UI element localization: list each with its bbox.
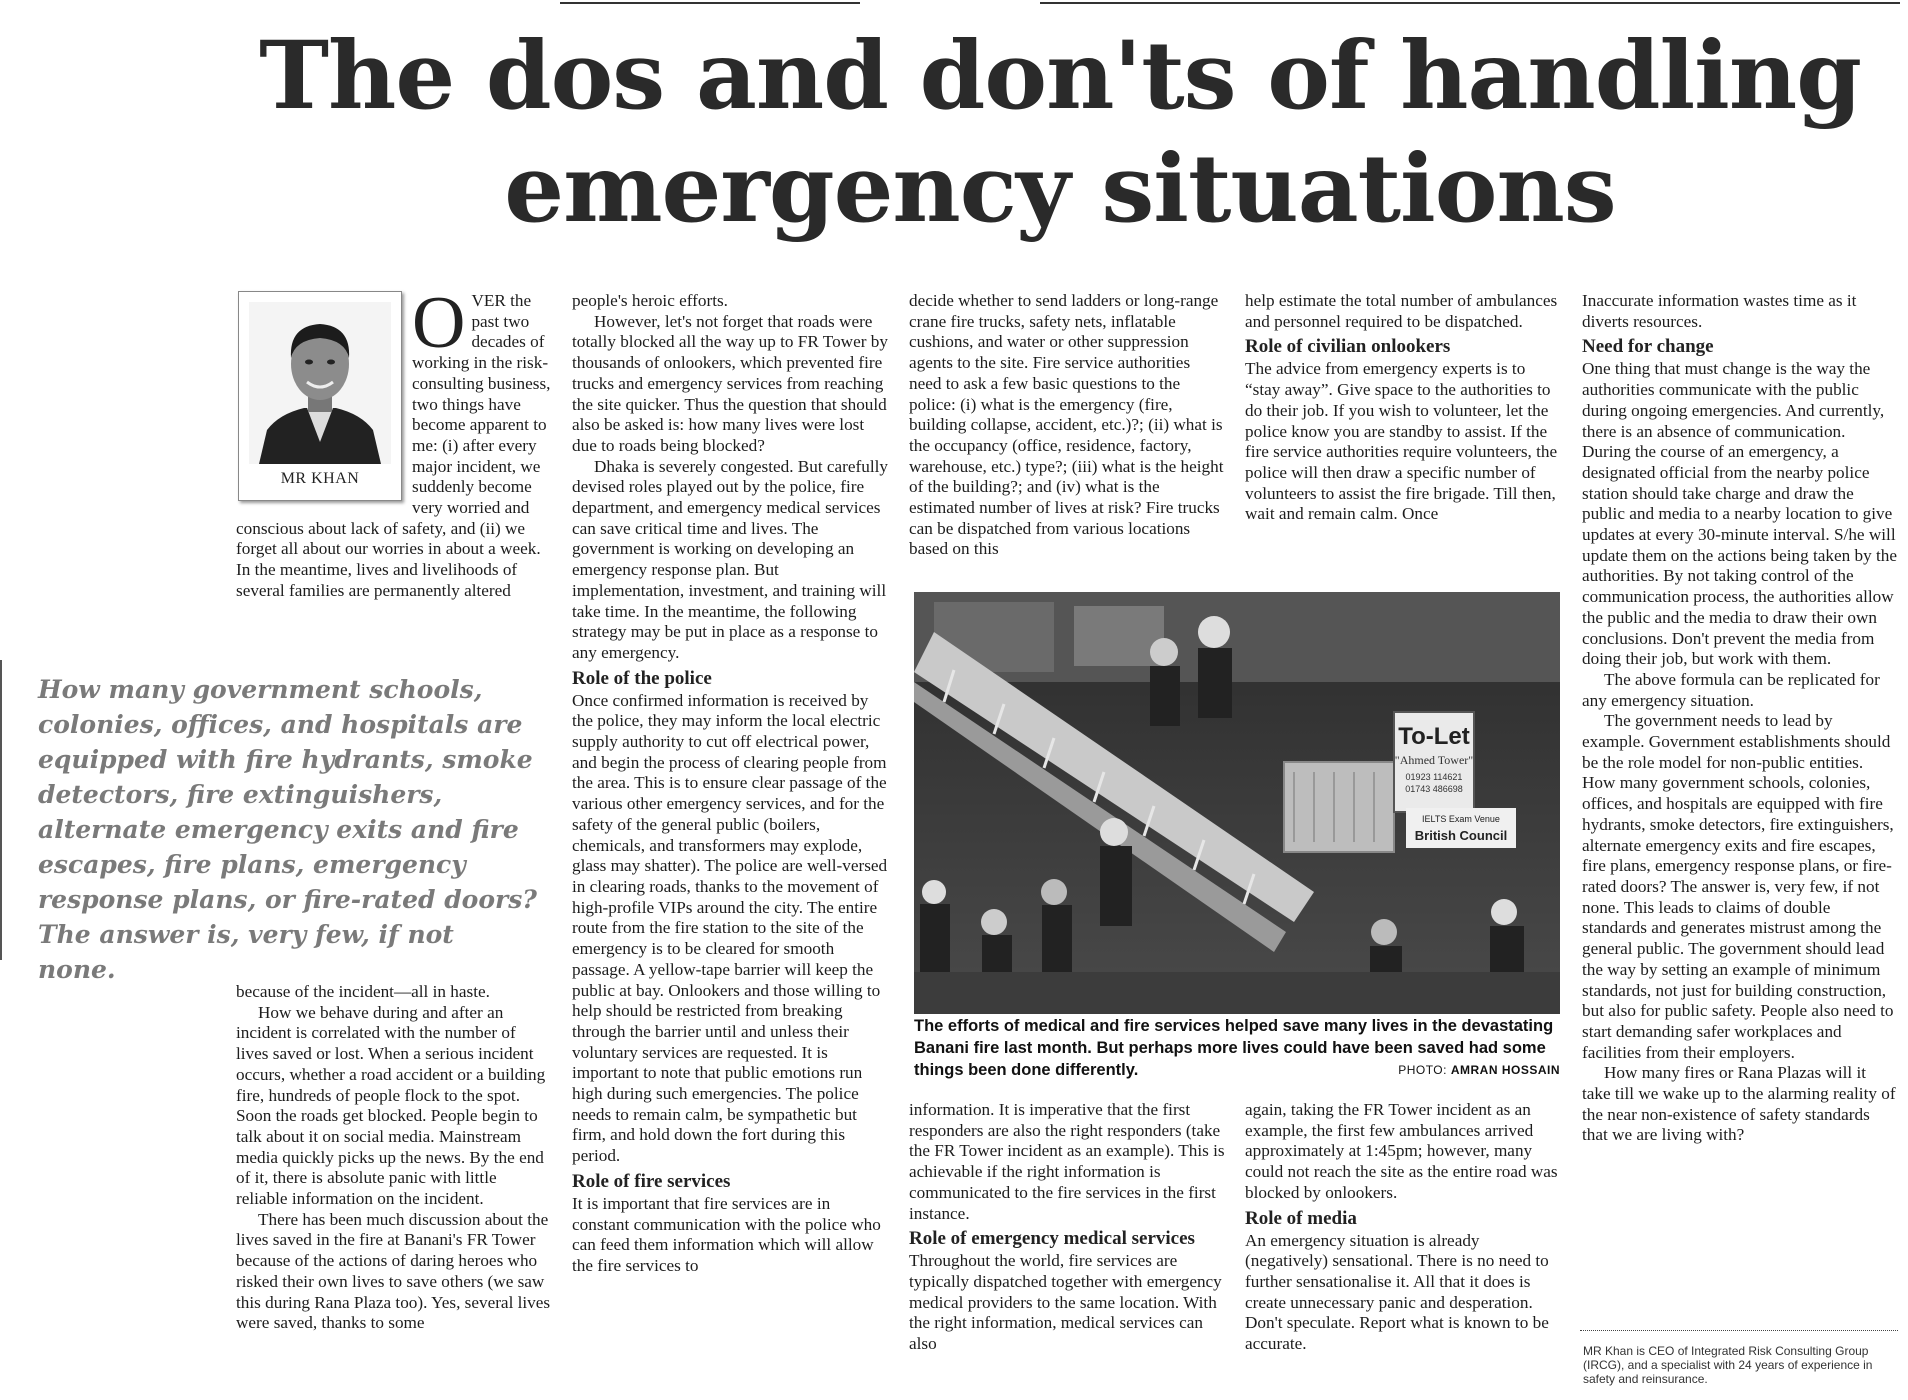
sign-to-let: To-Let	[1398, 723, 1470, 750]
news-photo	[914, 592, 1560, 1014]
section-rule-left	[560, 2, 860, 4]
column-1-top	[236, 282, 552, 602]
sign-building-name: "Ahmed Tower"	[1394, 753, 1474, 767]
paragraph: The advice from emergency experts is to “stay away”. Give space to the authorities to do their job. If you wish to volunteer, let the police know you are standby to assist. If the fire service authorities require volunteers, the police will then draw a specific number of volunteers to assist the fire brigade. Till then, wait and remain calm. Once	[1245, 359, 1558, 524]
author-bio: MR Khan is CEO of Integrated Risk Consulting Group (IRCG), and a specialist with 24 years of experience in safety and reinsurance.	[1583, 1344, 1873, 1386]
banner-line-1: IELTS Exam Venue	[1422, 814, 1500, 824]
caption-text: The efforts of medical and fire services helped save many lives in the devastating Banani fire last month. But perhaps more lives could have been saved had some things been done differently.	[914, 1017, 1554, 1079]
column-4-top	[1245, 291, 1561, 525]
drop-cap: O	[412, 282, 466, 364]
paragraph: An emergency situation is already (negatively) sensational. There is no need to further sensationalise it. All that it does is create unnecessary panic and desperation. Don't speculate. Report what is known to be accurate.	[1245, 1230, 1549, 1354]
headline: The dos and don'ts of handling emergency situations	[259, 21, 1861, 244]
photo-caption	[914, 1015, 1560, 1081]
sign-phone-2: 01743 486698	[1405, 784, 1463, 794]
paragraph: It is important that fire services are in constant communication with the police who can feed them information which will allow the fire services to	[572, 1193, 881, 1275]
author-box-spacer	[236, 291, 412, 505]
author-name: MR KHAN	[280, 470, 360, 487]
subheading-media: Role of media	[1245, 1207, 1357, 1229]
paragraph: How many fires or Rana Plazas will it take till we wake up to the alarming reality of the near non-existence of safety standards that we are living with?	[1582, 1063, 1896, 1145]
paragraph: How we behave during and after an incident is correlated with the number of lives saved or lost. When a serious incident occurs, whether a road accident or a building fire, hundreds of people flock to the spot. Soon the roads get blocked. People begin to talk about it on social media. Mainstream media quickly picks up the news. By the end of it, there is absolute panic with little reliable information on the incident.	[236, 1002, 546, 1209]
paragraph: Inaccurate information wastes time as it diverts resources.	[1582, 291, 1857, 331]
paragraph: Once confirmed information is received by the police, they may inform the local electric supply authority to cut off electrical power, and begin the process of clearing people from the area. This is to ensure clear passage of the various other emergency services, and for the safety of the general public (boilers, chemicals, and transformers may explode, glass may shatter). The police are well-versed in clearing roads, thanks to the movement of high-profile VIPs around the city. The entire route from the fire station to the site of the emergency is to be cleared for smooth passage. A yellow-tape barrier will keep the public at bay. Onlookers and those willing to help should be restricted from breaking through the barrier until and unless their voluntary services are requested. It is important to note that public emotions run high during such emergencies. The police needs to remain calm, be sympathetic but firm, and hold down the fort during this period.	[572, 690, 888, 1166]
paragraph: decide whether to send ladders or long-range crane fire trucks, safety nets, inflatable cushions, and water or other suppression agents to the site. Fire service authorities need to ask a few basic questions to the police: (i) what is the emergency (fire, building collapse, accident, etc.)?; (ii) what is the occupancy (office, residence, factory, warehouse, etc.) type?; (iii) what is the height of the building?; and (iv) what is the estimated number of lives at risk? Fire trucks can be dispatched from various locations based on this	[909, 291, 1224, 559]
paragraph: again, taking the FR Tower incident as an example, the first few ambulances arrived approximately at 1:45pm; however, many could not reach the site as the entire road was blocked by onlookers.	[1245, 1100, 1558, 1202]
paragraph: help estimate the total number of ambulances and personnel required to be dispatched.	[1245, 291, 1558, 331]
column-4-bottom	[1245, 1100, 1561, 1355]
paragraph: people's heroic efforts.	[572, 291, 728, 310]
paragraph: The above formula can be replicated for any emergency situation.	[1582, 669, 1880, 710]
paragraph: However, let's not forget that roads were totally blocked all the way up to FR Tower by thousands of onlookers, which prevented fire trucks and emergency services from reaching the site quicker. Thus the question that should also be asked is: how many lives were lost due to roads being blocked?	[572, 311, 888, 455]
paragraph: The government needs to lead by example. Government establishments should be the role model for non-public entities. How many government schools, colonies, offices, and hospitals are equipped with fire hydrants, smoke detectors, fire extinguishers, alternate emergency exits and fire escapes, fire plans, emergency response plans, or fire-rated doors? The answer is, very few, if not none. This leads to claims of double standards and generates mistrust among the general public. The government should lead the way by setting an example of minimum standards, not just for building construction, but also for public safety. People also need to start demanding safer workplaces and facilities from their employers.	[1582, 711, 1894, 1062]
pull-quote: How many government schools, colonies, offices, and hospitals are equipped with fire hydrants, smoke detectors, fire extinguishers, alternate emergency exits and fire escapes, fire plans, emergency response plans, or fire-rated doors? The answer is, very few, if not none.	[38, 675, 537, 984]
paragraph: There has been much discussion about the lives saved in the fire at Banani's FR Tower because of the actions of daring heroes who risked their own lives to save others (we saw this during Rana Plaza too). Yes, several lives were saved, thanks to some	[236, 1209, 551, 1333]
bio-divider	[1580, 1330, 1898, 1331]
credit-name: AMRAN HOSSAIN	[1450, 1063, 1560, 1077]
credit-label: PHOTO:	[1398, 1063, 1447, 1077]
subheading-emergency-medical: Role of emergency medical services	[909, 1228, 1195, 1250]
subheading-civilian-onlookers: Role of civilian onlookers	[1245, 336, 1451, 358]
paragraph: information. It is imperative that the first responders are also the right responders (take the FR Tower incident as an example). This is achievable if the right information is communicated to the fire services in the first instance.	[909, 1100, 1225, 1223]
paragraph: because of the incident—all in haste.	[236, 982, 490, 1001]
section-rule-right	[1040, 2, 1900, 4]
paragraph: One thing that must change is the way the authorities communicate with the public during ongoing emergencies. And currently, there is an absence of communication. During the course of an emergency, a designated official from the nearby police station should take charge and draw the public and media to a nearby location to give updates at every 30-minute interval. S/he will update them on the actions being taken by the authorities. By not taking control of the communication process, the authorities allow the public and the media to draw their own conclusions. Don't prevent the media from doing their job, but work with them.	[1582, 359, 1898, 669]
intro-paragraph: VER the past two decades of working in the risk-consulting business, two things have become apparent to me: (i) after every major incident, we suddenly become very worried and conscious about lack of safety, and (ii) we forget all about our worries in about a week. In the meantime, lives and livelihoods of several families are permanently altered	[236, 291, 551, 600]
column-2	[572, 291, 888, 1277]
paragraph: Throughout the world, fire services are typically dispatched together with emergency medical providers to the same location. With the right information, medical services can also	[909, 1251, 1222, 1354]
subheading-need-for-change: Need for change	[1582, 336, 1714, 358]
column-1-bottom	[236, 982, 552, 1334]
photo-credit	[1398, 1059, 1560, 1081]
column-3-top	[909, 291, 1225, 560]
banner-line-2: British Council	[1414, 828, 1508, 843]
subheading-fire-services: Role of fire services	[572, 1170, 731, 1192]
fire-rescue-photo-icon	[914, 592, 1560, 1014]
paragraph: Dhaka is severely congested. But carefully devised roles played out by the police, fire department, and emergency medical services can save critical time and lives. The government is working on developing an emergency response plan. But implementation, investment, and training will take time. In the meantime, the following strategy may be put in place as a response to any emergency.	[572, 456, 888, 662]
pull-quote-rule	[0, 660, 2, 960]
sign-phone-1: 01923 114621	[1405, 772, 1463, 782]
column-3-bottom	[909, 1100, 1225, 1355]
subheading-police: Role of the police	[572, 667, 712, 689]
column-5	[1582, 291, 1898, 1146]
